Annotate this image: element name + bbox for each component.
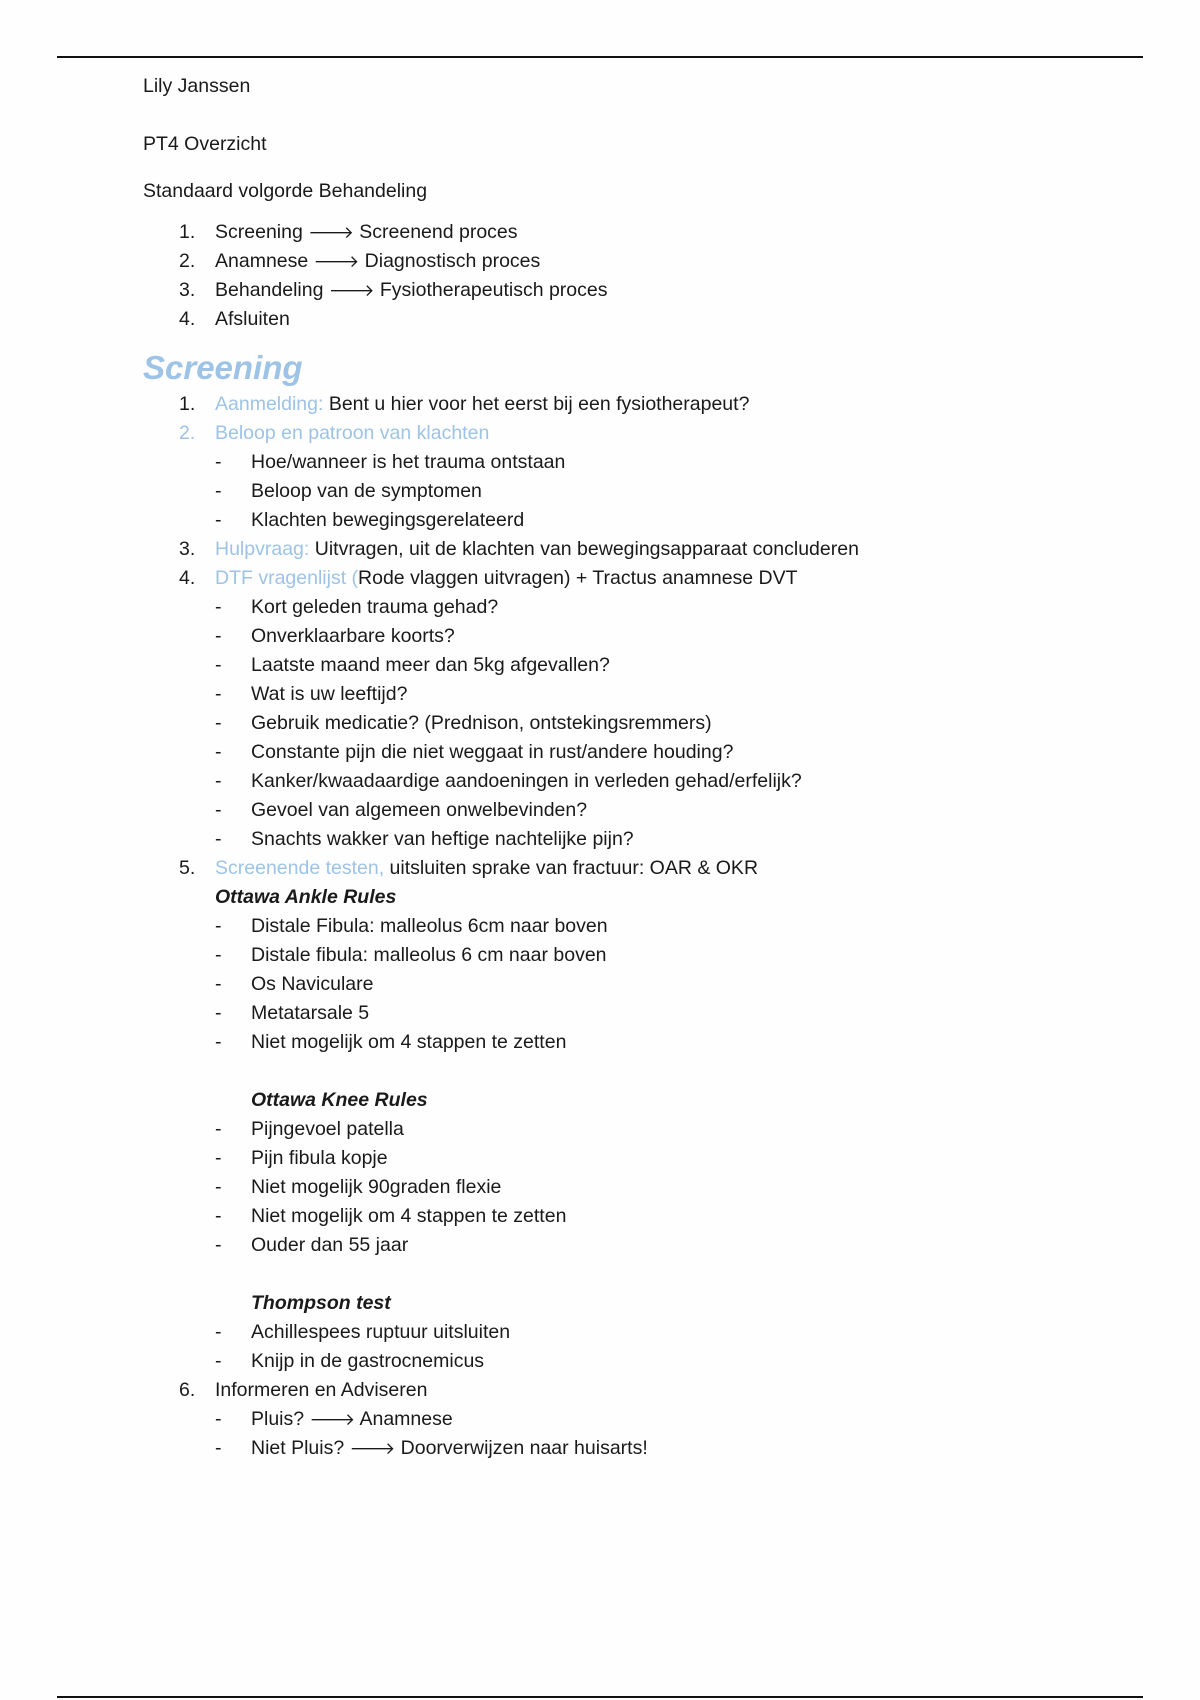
- bullet-item: - Kanker/kwaadaardige aandoeningen in verleden gehad/erfelijk?: [215, 770, 802, 792]
- bullet-item: - Os Naviculare: [215, 973, 374, 995]
- arrow-right-icon: 🡒: [328, 281, 375, 300]
- list-item: 4. Afsluiten: [179, 308, 290, 330]
- list-item: 2. Beloop en patroon van klachten: [179, 422, 490, 444]
- list-item: 6. Informeren en Adviseren: [179, 1379, 428, 1401]
- bullet-item: - Gebruik medicatie? (Prednison, ontstekingsremmers): [215, 712, 712, 734]
- bullet-item: - Pijngevoel patella: [215, 1118, 404, 1140]
- list-item: 4. DTF vragenlijst (Rode vlaggen uitvragen) + Tractus anamnese DVT: [179, 567, 798, 589]
- arrow-right-icon: 🡒: [313, 252, 360, 271]
- bullet-item: - Hoe/wanneer is het trauma ontstaan: [215, 451, 566, 473]
- order-list: [143, 218, 1143, 334]
- header-rule: [57, 56, 1143, 58]
- bullet-item: - Distale Fibula: malleolus 6cm naar boven: [215, 915, 608, 937]
- list-item: 1. Screening 🡒 Screenend proces: [179, 221, 518, 243]
- bullet-item: - Ouder dan 55 jaar: [215, 1234, 409, 1256]
- document-body: [143, 72, 1143, 1463]
- bullet-item: - Niet mogelijk 90graden flexie: [215, 1176, 502, 1198]
- order-subtitle: Standaard volgorde Behandeling: [143, 180, 428, 202]
- list-item: 2. Anamnese 🡒 Diagnostisch proces: [179, 250, 541, 272]
- bullet-item: - Niet mogelijk om 4 stappen te zetten: [215, 1205, 567, 1227]
- screening-heading: Screening: [143, 349, 303, 386]
- bullet-item: - Onverklaarbare koorts?: [215, 625, 455, 647]
- bullet-item: - Gevoel van algemeen onwelbevinden?: [215, 799, 588, 821]
- document-title: PT4 Overzicht: [143, 133, 267, 155]
- author-name: Lily Janssen: [143, 75, 251, 97]
- thompson-test-title: Thompson test: [251, 1292, 391, 1314]
- bullet-item: - Wat is uw leeftijd?: [215, 683, 408, 705]
- arrow-right-icon: 🡒: [349, 1439, 396, 1458]
- footer-rule: [57, 1696, 1143, 1698]
- ankle-rules-title: Ottawa Ankle Rules: [215, 886, 397, 908]
- bullet-item: - Laatste maand meer dan 5kg afgevallen?: [215, 654, 610, 676]
- bullet-item: - Niet mogelijk om 4 stappen te zetten: [215, 1031, 567, 1053]
- list-item: 1. Aanmelding: Bent u hier voor het eerst bij een fysiotherapeut?: [179, 393, 750, 415]
- bullet-item: - Kort geleden trauma gehad?: [215, 596, 499, 618]
- bullet-item: - Distale fibula: malleolus 6 cm naar boven: [215, 944, 607, 966]
- bullet-item: - Constante pijn die niet weggaat in rust/andere houding?: [215, 741, 734, 763]
- bullet-item: - Metatarsale 5: [215, 1002, 370, 1024]
- bullet-item: - Knijp in de gastrocnemicus: [215, 1350, 485, 1372]
- arrow-right-icon: 🡒: [309, 1410, 356, 1429]
- list-item: 3. Behandeling 🡒 Fysiotherapeutisch proces: [179, 279, 608, 301]
- bullet-item: - Pijn fibula kopje: [215, 1147, 388, 1169]
- bullet-item: - Klachten bewegingsgerelateerd: [215, 509, 525, 531]
- arrow-right-icon: 🡒: [308, 223, 354, 242]
- list-item: 5. Screenende testen, uitsluiten sprake van fractuur: OAR & OKR: [179, 857, 759, 879]
- bullet-item: - Pluis? 🡒 Anamnese: [215, 1408, 453, 1430]
- bullet-item: - Beloop van de symptomen: [215, 480, 482, 502]
- list-item: 3. Hulpvraag: Uitvragen, uit de klachten van bewegingsapparaat concluderen: [179, 538, 859, 560]
- bullet-item: - Niet Pluis? 🡒 Doorverwijzen naar huisarts!: [215, 1437, 648, 1459]
- bullet-item: - Achillespees ruptuur uitsluiten: [215, 1321, 511, 1343]
- bullet-item: - Snachts wakker van heftige nachtelijke pijn?: [215, 828, 634, 850]
- knee-rules-title: Ottawa Knee Rules: [251, 1089, 428, 1111]
